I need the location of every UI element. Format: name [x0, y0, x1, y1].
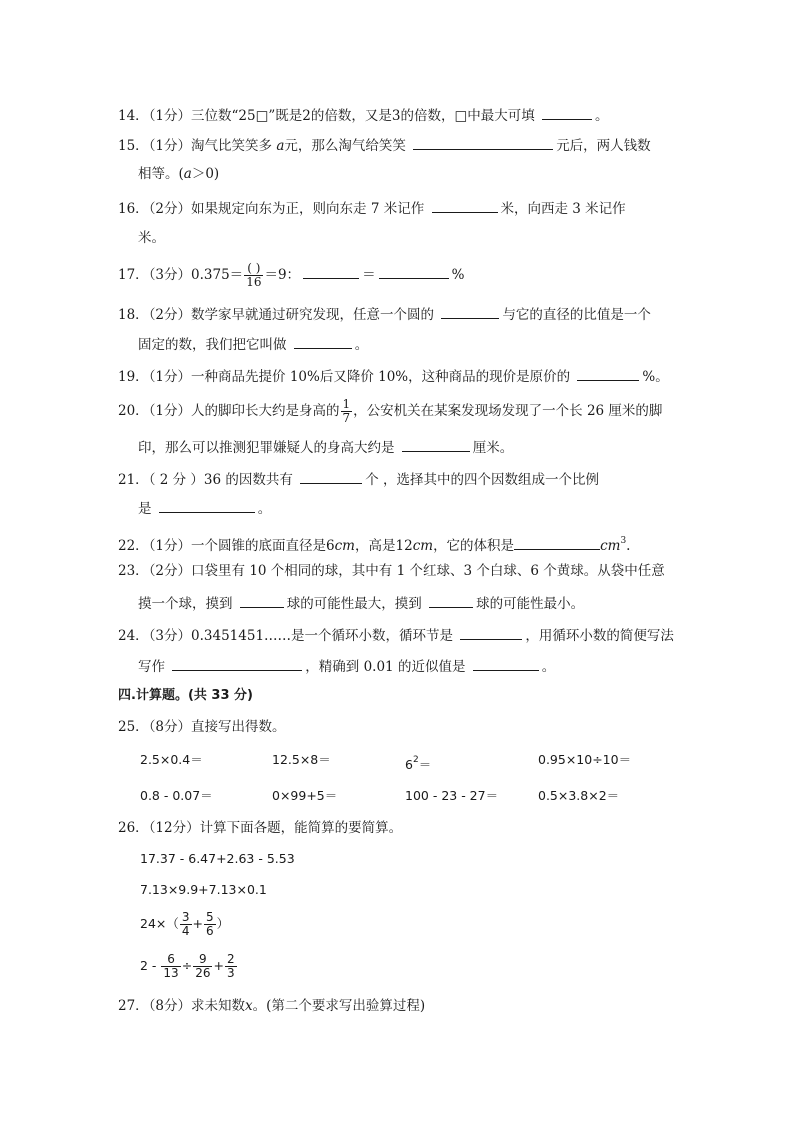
fraction-numerator: 3	[181, 910, 190, 924]
fraction-numerator: 1	[342, 397, 351, 411]
question-number: 14．	[118, 108, 149, 124]
answer-blank[interactable]	[303, 263, 359, 279]
question-text: 一个圆锥的底面直径是	[191, 538, 327, 554]
question-text: 与它的直径的比值是一个	[502, 307, 651, 323]
expression-4	[140, 950, 238, 982]
question-text: %。	[642, 369, 669, 385]
operator: +	[213, 958, 224, 973]
question-score: （2分）	[148, 307, 192, 323]
answer-blank[interactable]	[441, 303, 499, 319]
unit: cm	[412, 538, 434, 554]
question-text: 三位数“25□”既是2的倍数，又是3的倍数，□中最大可填	[191, 108, 535, 124]
question-text: 36 的因数共有	[203, 472, 293, 488]
question-score: （1分）	[148, 108, 192, 124]
fraction	[193, 953, 212, 980]
value: 6	[326, 538, 335, 554]
calc-item: 0.8 - 0.07＝	[140, 788, 213, 803]
fraction	[204, 911, 216, 938]
fraction-numerator: 6	[161, 953, 180, 967]
question-text: 是	[138, 501, 152, 517]
question-score: （1分）	[148, 369, 192, 385]
expression-text: 2 -	[140, 958, 157, 973]
question-text: ＞0)	[191, 166, 220, 182]
fraction-numerator: 9	[193, 953, 212, 967]
fraction-numerator: 5	[206, 910, 214, 924]
question-15-line-2	[138, 164, 219, 184]
fraction-denominator: 26	[195, 966, 211, 980]
question-text: ，公安机关在某案发现场发现了一个长 26 厘米的脚	[353, 403, 663, 419]
question-text: 一种商品先提价 10%后又降价 10%，这种商品的现价是原价的	[191, 369, 571, 385]
fraction-numerator: 2	[226, 952, 235, 966]
answer-blank[interactable]	[240, 592, 284, 608]
question-score: （3分）	[148, 628, 192, 644]
answer-blank[interactable]	[294, 333, 352, 349]
question-21-line-2	[138, 497, 271, 519]
unit-exponent: 3	[620, 536, 627, 546]
fraction-numerator[interactable]: ( )	[244, 262, 263, 276]
fraction	[225, 953, 237, 980]
question-text: 。(第二个要求写出验算过程)	[252, 998, 426, 1014]
question-15	[118, 134, 651, 156]
question-text: 元，那么淘气给笑笑	[284, 138, 406, 154]
answer-blank[interactable]	[542, 104, 592, 120]
answer-blank[interactable]	[460, 624, 522, 640]
expression-text: ）	[216, 916, 230, 931]
expression-3	[140, 908, 229, 940]
answer-blank[interactable]	[159, 497, 255, 513]
question-16-line-2	[138, 228, 165, 248]
question-score: （ 2 分 ）	[148, 472, 204, 488]
question-score: （1分）	[148, 138, 192, 154]
fraction-denominator: 4	[181, 924, 190, 938]
question-score: （1分）	[148, 538, 192, 554]
question-text: 计算下面各题，能简算的要简算。	[199, 820, 403, 836]
question-text: 米。	[138, 230, 165, 246]
operator: ÷	[181, 958, 193, 973]
question-text: 口袋里有 10 个相同的球，其中有 1 个红球、3 个白球、6 个黄球。从袋中任意	[191, 563, 665, 579]
question-score: （2分）	[148, 563, 192, 579]
answer-blank[interactable]	[300, 468, 362, 484]
value: 12	[395, 538, 413, 554]
calc-item: 0.95×10÷10＝	[538, 752, 632, 767]
question-14	[118, 104, 609, 126]
question-score: （12分）	[148, 820, 200, 836]
answer-blank[interactable]	[514, 534, 600, 550]
question-number: 17．	[118, 267, 149, 283]
question-text: ＝	[362, 267, 376, 283]
question-text: %	[451, 267, 465, 283]
fraction	[341, 398, 353, 425]
question-text: 米，向西走 3 米记作	[500, 201, 626, 217]
section-heading: 四.计算题。(共 33 分)	[118, 688, 253, 703]
question-text: ，用循环小数的简便写法	[525, 628, 674, 644]
question-number: 25．	[118, 719, 149, 735]
question-26	[118, 818, 402, 838]
question-20	[118, 398, 662, 425]
question-text: 固定的数，我们把它叫做	[138, 337, 287, 353]
question-25	[118, 717, 286, 737]
question-score: （8分）	[148, 719, 192, 735]
answer-blank[interactable]	[413, 134, 553, 150]
fraction-denominator: 6	[206, 924, 214, 938]
calc-equals: ＝	[418, 757, 432, 772]
question-text: ，精确到 0.01 的近似值是	[305, 659, 466, 675]
question-21	[118, 468, 599, 490]
question-19	[118, 365, 669, 387]
question-18-line-2	[138, 333, 368, 355]
variable: x	[245, 998, 253, 1014]
question-text: ＝9：	[264, 267, 301, 283]
fraction	[161, 953, 180, 980]
question-text: 如果规定向东为正，则向东走 7 米记作	[191, 201, 425, 217]
answer-blank[interactable]	[172, 655, 302, 671]
question-score: （1分）	[148, 403, 192, 419]
calc-exponent: 2	[412, 755, 419, 765]
question-20-line-2	[138, 436, 513, 458]
question-24	[118, 624, 674, 646]
expression-1: 17.37 - 6.47+2.63 - 5.53	[140, 851, 295, 866]
question-27	[118, 996, 425, 1016]
question-number: 16．	[118, 201, 149, 217]
question-text: 0.3451451……是一个循环小数，循环节是	[191, 628, 454, 644]
question-number: 22．	[118, 538, 149, 554]
question-text: 淘气比笑笑多	[191, 138, 273, 154]
question-24-line-2	[138, 655, 555, 677]
calc-base: 6	[405, 757, 413, 772]
operator: +	[192, 916, 204, 931]
variable: a	[276, 138, 285, 154]
question-number: 26．	[118, 820, 149, 836]
question-text: 摸一个球，摸到	[138, 596, 233, 612]
unit: cm	[600, 538, 621, 554]
question-number: 24．	[118, 628, 149, 644]
question-text: 个 ，选择其中的四个因数组成一个比例	[365, 472, 599, 488]
question-text-end: 。	[595, 108, 609, 124]
fraction-denominator: 16	[246, 275, 262, 289]
question-text: 。	[257, 501, 272, 517]
question-score: （8分）	[148, 998, 192, 1014]
question-text: 0.375＝	[191, 267, 244, 283]
question-number: 23．	[118, 563, 149, 579]
answer-blank[interactable]	[577, 365, 639, 381]
question-score: （3分）	[148, 267, 192, 283]
fraction-denominator: 13	[163, 966, 179, 980]
question-text: ，它的体积是	[433, 538, 515, 554]
question-number: 19．	[118, 369, 149, 385]
question-number: 27．	[118, 998, 149, 1014]
expression-2: 7.13×9.9+7.13×0.1	[140, 882, 267, 897]
unit: cm	[334, 538, 355, 554]
question-16	[118, 197, 626, 219]
question-text: 数学家早就通过研究发现，任意一个圆的	[191, 307, 435, 323]
question-18	[118, 303, 651, 325]
question-number: 20．	[118, 403, 149, 419]
question-17	[118, 262, 464, 289]
question-number: 15．	[118, 138, 149, 154]
calc-item: 100 - 23 - 27＝	[405, 788, 499, 803]
answer-blank[interactable]	[429, 592, 473, 608]
calc-item: 0.5×3.8×2＝	[538, 788, 620, 803]
question-23	[118, 561, 665, 581]
calc-item: 12.5×8＝	[272, 752, 331, 767]
expression-text: 24×（	[140, 916, 179, 931]
answer-blank[interactable]	[379, 263, 449, 279]
answer-blank[interactable]	[402, 436, 470, 452]
question-text: 球的可能性最小。	[476, 596, 585, 612]
fraction-denominator: 7	[342, 411, 351, 425]
fraction	[180, 911, 192, 938]
question-text: 写作	[138, 659, 165, 675]
fraction-denominator: 3	[226, 966, 235, 980]
question-number: 18．	[118, 307, 149, 323]
question-text: 。	[541, 659, 556, 675]
question-text: 印，那么可以推测犯罪嫌疑人的身高大约是	[138, 440, 395, 456]
question-number: 21．	[118, 472, 149, 488]
calc-item: 2.5×0.4＝	[140, 752, 203, 767]
question-text: 厘米。	[472, 440, 514, 456]
question-score: （2分）	[148, 201, 192, 217]
question-text: ，高是	[355, 538, 396, 554]
question-text: 元后，两人钱数	[556, 138, 651, 154]
question-text: .	[626, 538, 631, 554]
calc-item	[405, 750, 431, 775]
question-text: 。	[354, 337, 369, 353]
question-text: 相等。(	[138, 166, 184, 182]
answer-blank[interactable]	[473, 655, 539, 671]
variable: a	[183, 166, 192, 182]
fraction	[244, 262, 263, 289]
calc-item: 0×99+5＝	[272, 788, 338, 803]
question-23-line-2	[138, 592, 584, 614]
answer-blank[interactable]	[432, 197, 498, 213]
question-text: 直接写出得数。	[191, 719, 286, 735]
question-text: 球的可能性最大，摸到	[286, 596, 422, 612]
question-22	[118, 531, 630, 556]
question-text: 求未知数	[191, 998, 246, 1014]
question-text: 人的脚印长大约是身高的	[191, 403, 340, 419]
